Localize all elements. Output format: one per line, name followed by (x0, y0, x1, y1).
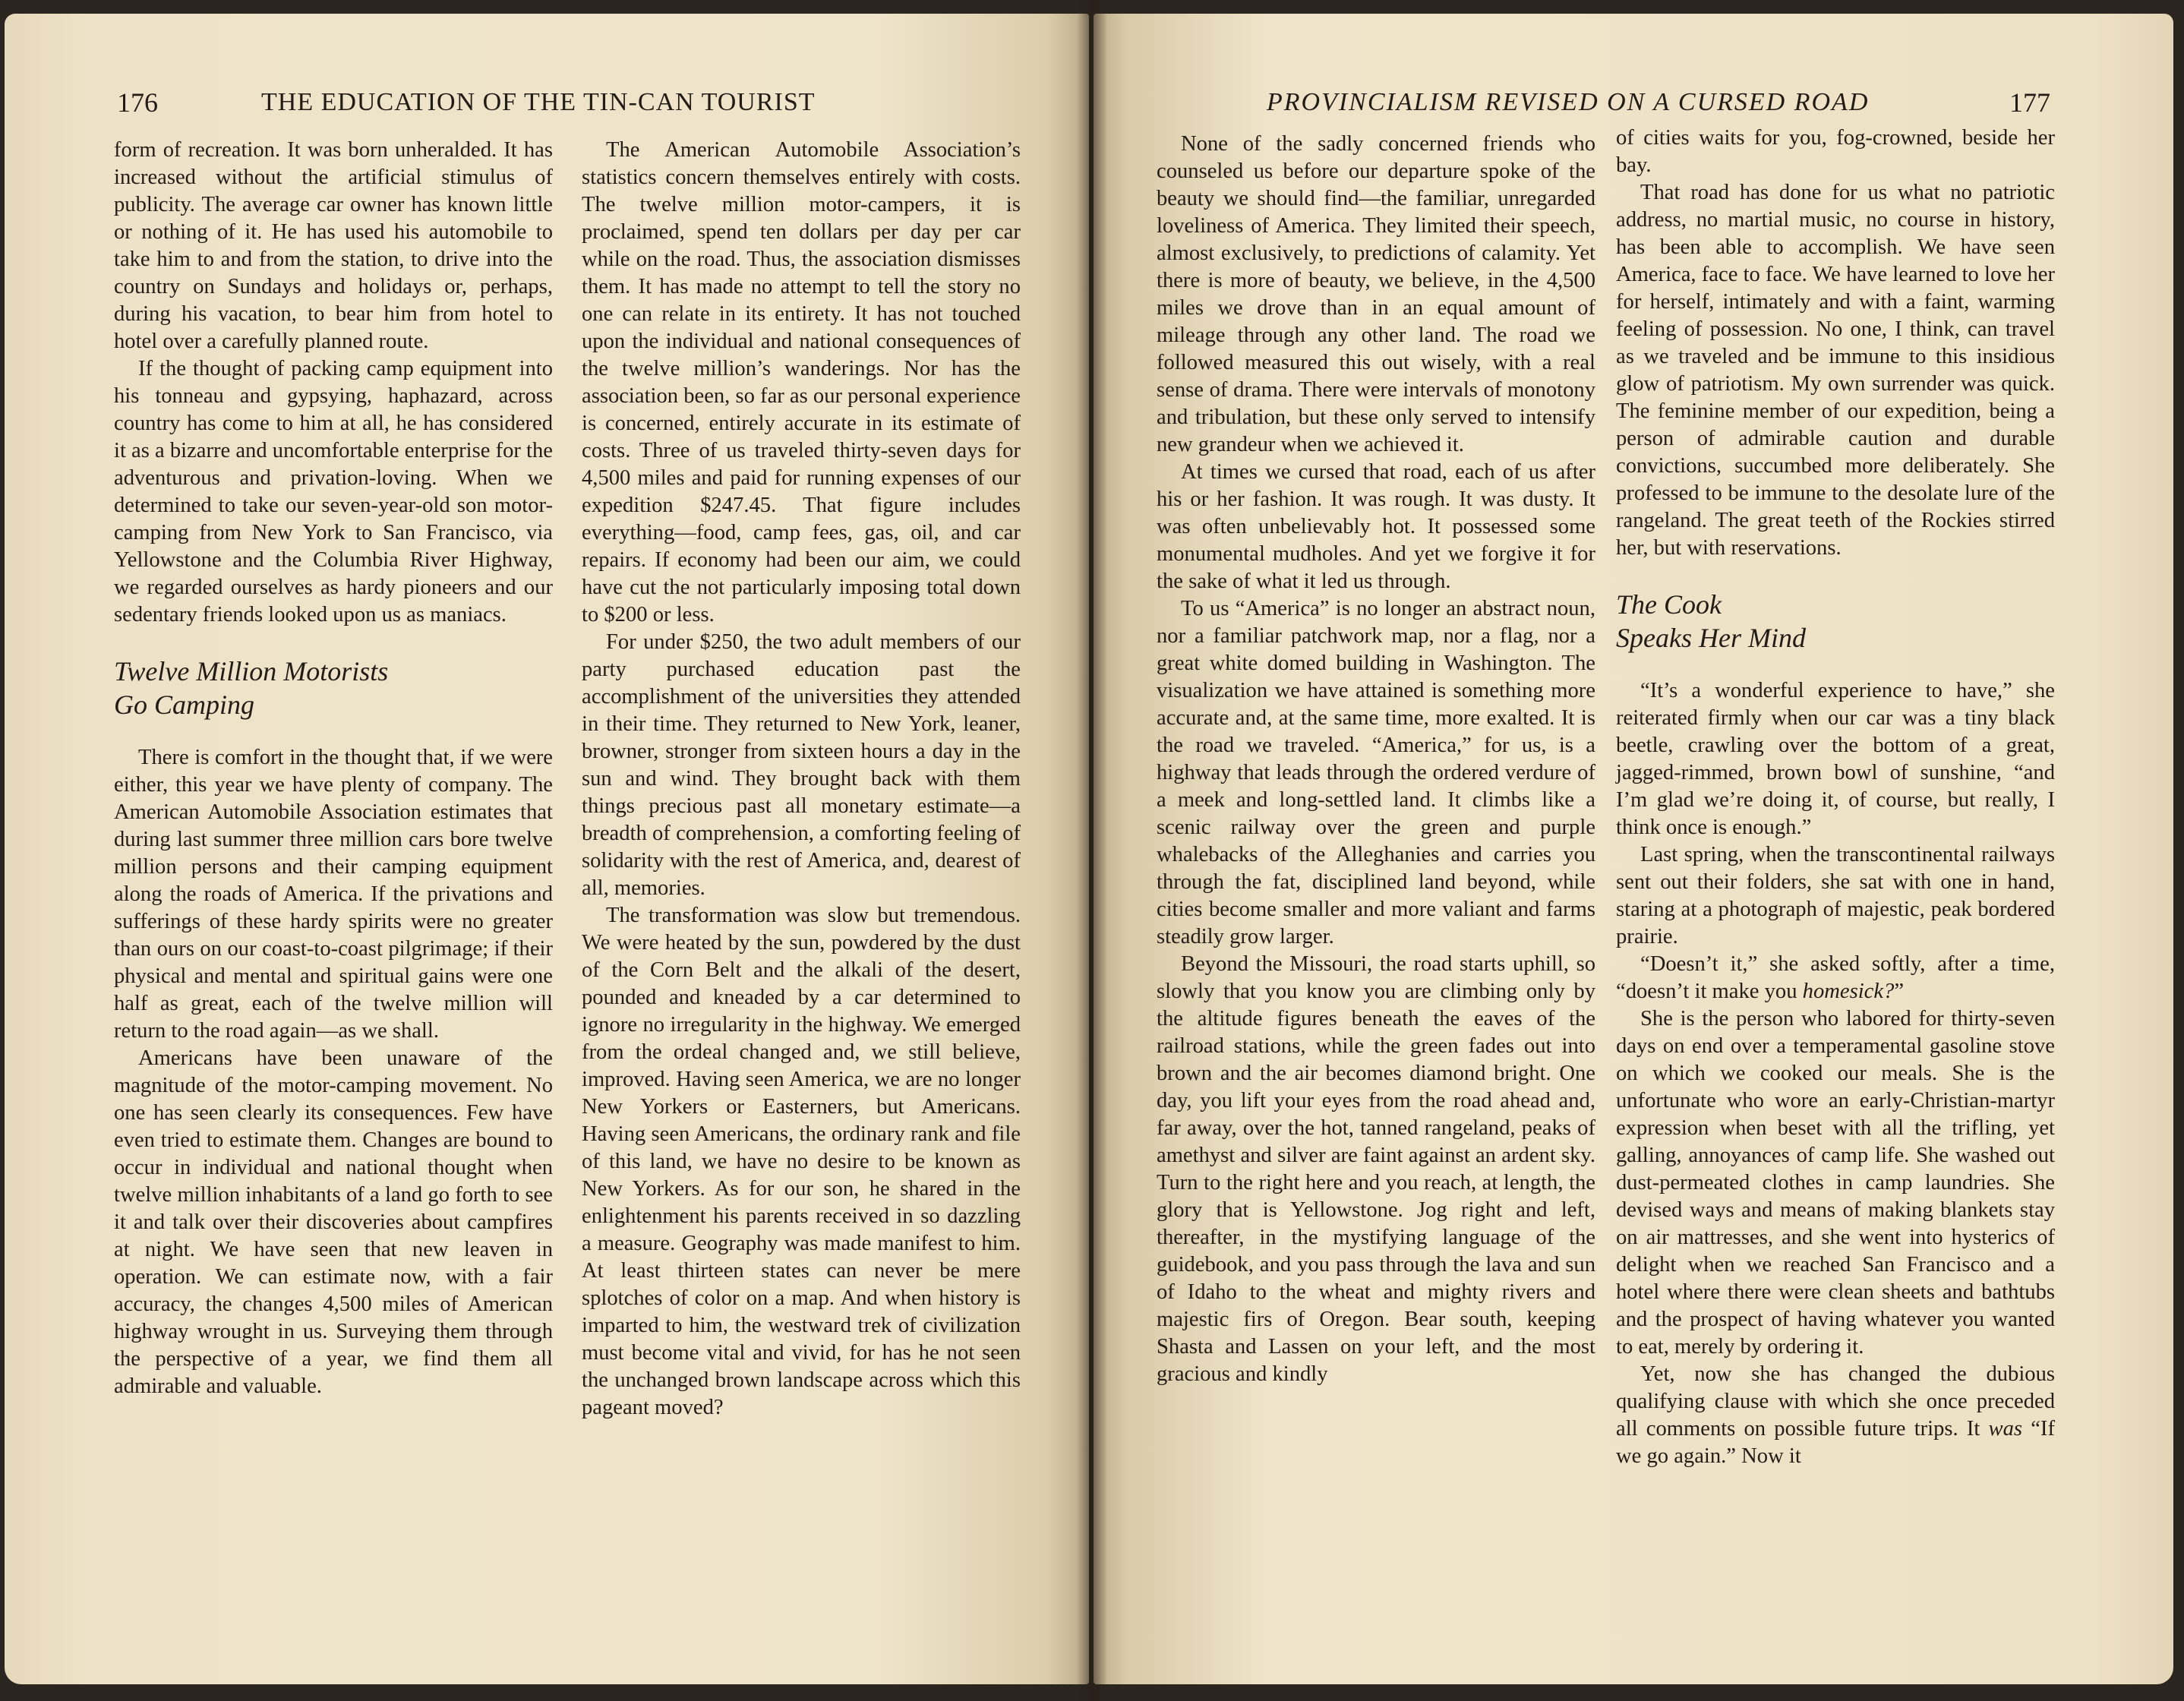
paragraph: For under $250, the two adult members of our party purchased education past the accomplishment of the universities they attended in their time. They returned to New York, leaner, browner, stronger from sixteen hours a day in the sun and wind. They brought back with them things precious past all monetary estimate—a breadth of comprehension, a comforting feeling of solidarity with the rest of America, and, dearest of all, memories. (582, 630, 1021, 900)
text-run: “If we go again.” Now it (1616, 1417, 2055, 1468)
paragraph: form of recreation. It was born unheralded. It has increased without the artificial stimulus of publicity. The average car owner has known little or nothing of it. He has used his automobile to take him to and from the station, to drive into the country on Sundays and holidays or, perhaps, during his vacation, to bear him from hotel to hotel over a carefully planned route. (114, 138, 553, 353)
paragraph: To us “America” is no longer an abstract noun, nor a familiar patchwork map, nor a flag, nor a great white domed building in Washington. The visualization we have attained is something more accurate and, at the same time, more exalted. It is the road we traveled. “America,” for us, is a highway that leads through the ordered verdure of a meek and long-settled land. It climbs like a scenic railway over the green and purple whalebacks of the Alleghanies and carries you through the fat, disciplined land beyond, while cities become smaller and more valiant and farms steadily grow larger. (1157, 597, 1595, 948)
paragraph: She is the person who labored for thirty-seven days on end over a temperamental gasoline stove on which we cooked our meals. She is the unfortunate who wore an early-Christian-martyr expression when beset with all the trifling, yet galling, annoyances of camp life. She washed out dust-permeated clothes in camp laundries. She devised ways and means of making blankets stay on air mattresses, and she went into hysterics of delight when we reached San Francisco and a hotel where there were clean sheets and bathtubs and the prospect of having whatever you wanted to eat, merely by ordering it. (1616, 1007, 2055, 1359)
running-head-right: PROVINCIALISM REVISED ON A CURSED ROAD (1267, 88, 1870, 116)
text-run: ” (1894, 980, 1905, 1003)
page-number-right: 177 (2009, 87, 2050, 118)
paragraph: At times we cursed that road, each of us after his or her fashion. It was rough. It was dusty. It was often unbelievably hot. It possessed some monumental mudholes. And yet we forgive it for the sake of what it led us through. (1157, 460, 1595, 593)
paragraph: None of the sadly concerned friends who counseled us before our departure spoke of the beauty we should find—the familiar, unregarded loveliness of America. They limited their speech, almost exclusively, to predictions of calamity. Yet there is more of beauty, we believe, in the 4,500 miles we drove than in an equal amount of mileage through any other land. The road we followed measured this out wisely, with a real sense of drama. There were intervals of monotony and tribulation, but these only served to intensify new grandeur when we achieved it. (1157, 132, 1595, 456)
left-column-2 (582, 137, 1021, 1422)
emphasis: was (1988, 1417, 2023, 1441)
paragraph: Americans have been unaware of the magnitude of the motor-camping movement. No one has seen clearly its consequences. Few have even tried to estimate them. Changes are bound to occur in individual and national thought when twelve million inhabitants of a land go forth to see it and talk over their discoveries about campfires at night. We have seen that new leaven in operation. We can estimate now, with a fair accuracy, the changes 4,500 miles of American highway wrought in us. Surveying them through the perspective of a year, we find them all admirable and valuable. (114, 1046, 553, 1398)
section-heading-line: The Cook (1616, 589, 1722, 620)
page-number-left: 176 (117, 87, 158, 118)
section-heading-line: Twelve Million Motorists (114, 656, 389, 686)
left-page (5, 14, 1089, 1684)
right-column-1 (1157, 131, 1595, 1388)
left-column-1 (114, 137, 553, 1400)
section-heading-line: Go Camping (114, 690, 255, 720)
running-head-left: THE EDUCATION OF THE TIN-CAN TOURIST (261, 88, 816, 116)
paragraph: The American Automobile Association’s statistics concern themselves entirely with costs. The twelve million motor-campers, it is proclaimed, spend ten dollars per day per car while on the road. Thus, the association dismisses them. It has made no attempt to tell the story no one can relate in its entirety. It has not touched upon the individual and national consequences of the twelve million’s wanderings. Nor has the association been, so far as our personal experience is concerned, entirely accurate in its estimate of costs. Three of us traveled thirty-seven days for 4,500 miles and paid for running expenses of our expedition $247.45. That figure includes everything—food, camp fees, gas, oil, and car repairs. If economy had been our aim, we could have cut the not particularly imposing total down to $200 or less. (582, 138, 1021, 626)
paragraph: “It’s a wonderful experience to have,” she reiterated firmly when our car was a tiny black beetle, crawling over the bottom of a great, jagged-rimmed, brown bowl of sunshine, “and I’m glad we’re doing it, of course, but really, I think once is enough.” (1616, 679, 2055, 839)
section-heading-line: Speaks Her Mind (1616, 623, 1806, 653)
book-gutter (1077, 0, 1107, 1701)
paragraph (1616, 1361, 2055, 1470)
paragraph (1616, 951, 2055, 1005)
right-column-2 (1616, 125, 2055, 1470)
paragraph: Last spring, when the transcontinental railways sent out their folders, she sat with one in hand, staring at a photograph of majestic, peak bordered prairie. (1616, 843, 2055, 948)
paragraph: Beyond the Missouri, the road starts uphill, so slowly that you know you are climbing only by the altitude figures beneath the eaves of the railroad stations, while the green fades out into brown and the air becomes diamond bright. One day, you lift your eyes from the road ahead and, far away, over the hot, tanned rangeland, peaks of amethyst and silver are faint against an ardent sky. Turn to the right here and you reach, at length, the glory that is Yellowstone. Jog right and left, thereafter, in the mystifying language of the guidebook, and you pass through the lava and sun of Idaho to the wheat and mighty rivers and majestic firs of Oregon. Bear south, keeping Shasta and Lassen on your left, and the most gracious and kindly (1157, 952, 1595, 1386)
paragraph: If the thought of packing camp equipment into his tonneau and gypsying, haphazard, across country has come to him at all, he has considered it as a bizarre and uncomfortable enterprise for the adventurous and privation-loving. When we determined to take our seven-year-old son motor-camping from New York to San Francisco, via Yellowstone and the Columbia River Highway, we regarded ourselves as hardy pioneers and our sedentary friends looked upon us as maniacs. (114, 357, 553, 626)
emphasis: homesick? (1802, 980, 1895, 1003)
text-run: “Doesn’t it,” she asked softly, after a time, “doesn’t it make you (1616, 952, 2055, 1003)
paragraph: The transformation was slow but tremendous. We were heated by the sun, powdered by the dust of the Corn Belt and the alkali of the desert, pounded and kneaded by a car determined to ignore no irregularity in the highway. We emerged from the ordeal changed and, we still believe, improved. Having seen America, we are no longer New Yorkers or Easterners, but Americans. Having seen Americans, the ordinary rank and file of this land, we have no desire to be known as New Yorkers. As for our son, he shared in the enlightenment his parents received in so dazzling a measure. Geography was made manifest to him. At least thirteen states can never be mere splotches of color on a map. And when history is imparted to him, the westward trek of civilization must become vital and vivid, for has he not seen the unchanged brown landscape across which this pageant moved? (582, 904, 1021, 1419)
paragraph: There is comfort in the thought that, if we were either, this year we have plenty of company. The American Automobile Association estimates that during last summer three million cars bore twelve million persons and their camping equipment along the roads of America. If the privations and sufferings of these hardy spirits were no greater than ours on our coast-to-coast pilgrimage; if their physical and mental and spiritual gains were one half as great, each of the twelve million will return to the road again—as we shall. (114, 746, 553, 1043)
paragraph: of cities waits for you, fog-crowned, beside her bay. (1616, 126, 2055, 177)
text-run: Yet, now she has changed the dubious qualifying clause with which she once preceded all comments on possible future trips. It (1616, 1362, 2055, 1441)
section-heading (1616, 588, 2055, 655)
right-page (1094, 14, 2173, 1684)
section-heading (114, 655, 553, 721)
paragraph: That road has done for us what no patriotic address, no martial music, no course in history, has been able to accomplish. We have seen America, face to face. We have learned to love her for herself, intimately and with a faint, warming feeling of possession. No one, I think, can travel as we traveled and be immune to this insidious glow of patriotism. My own surrender was quick. The feminine member of our expedition, being a person of admirable caution and durable convictions, succumbed more deliberately. She professed to be immune to the desolate lure of the rangeland. The great teeth of the Rockies stirred her, but with reservations. (1616, 181, 2055, 560)
